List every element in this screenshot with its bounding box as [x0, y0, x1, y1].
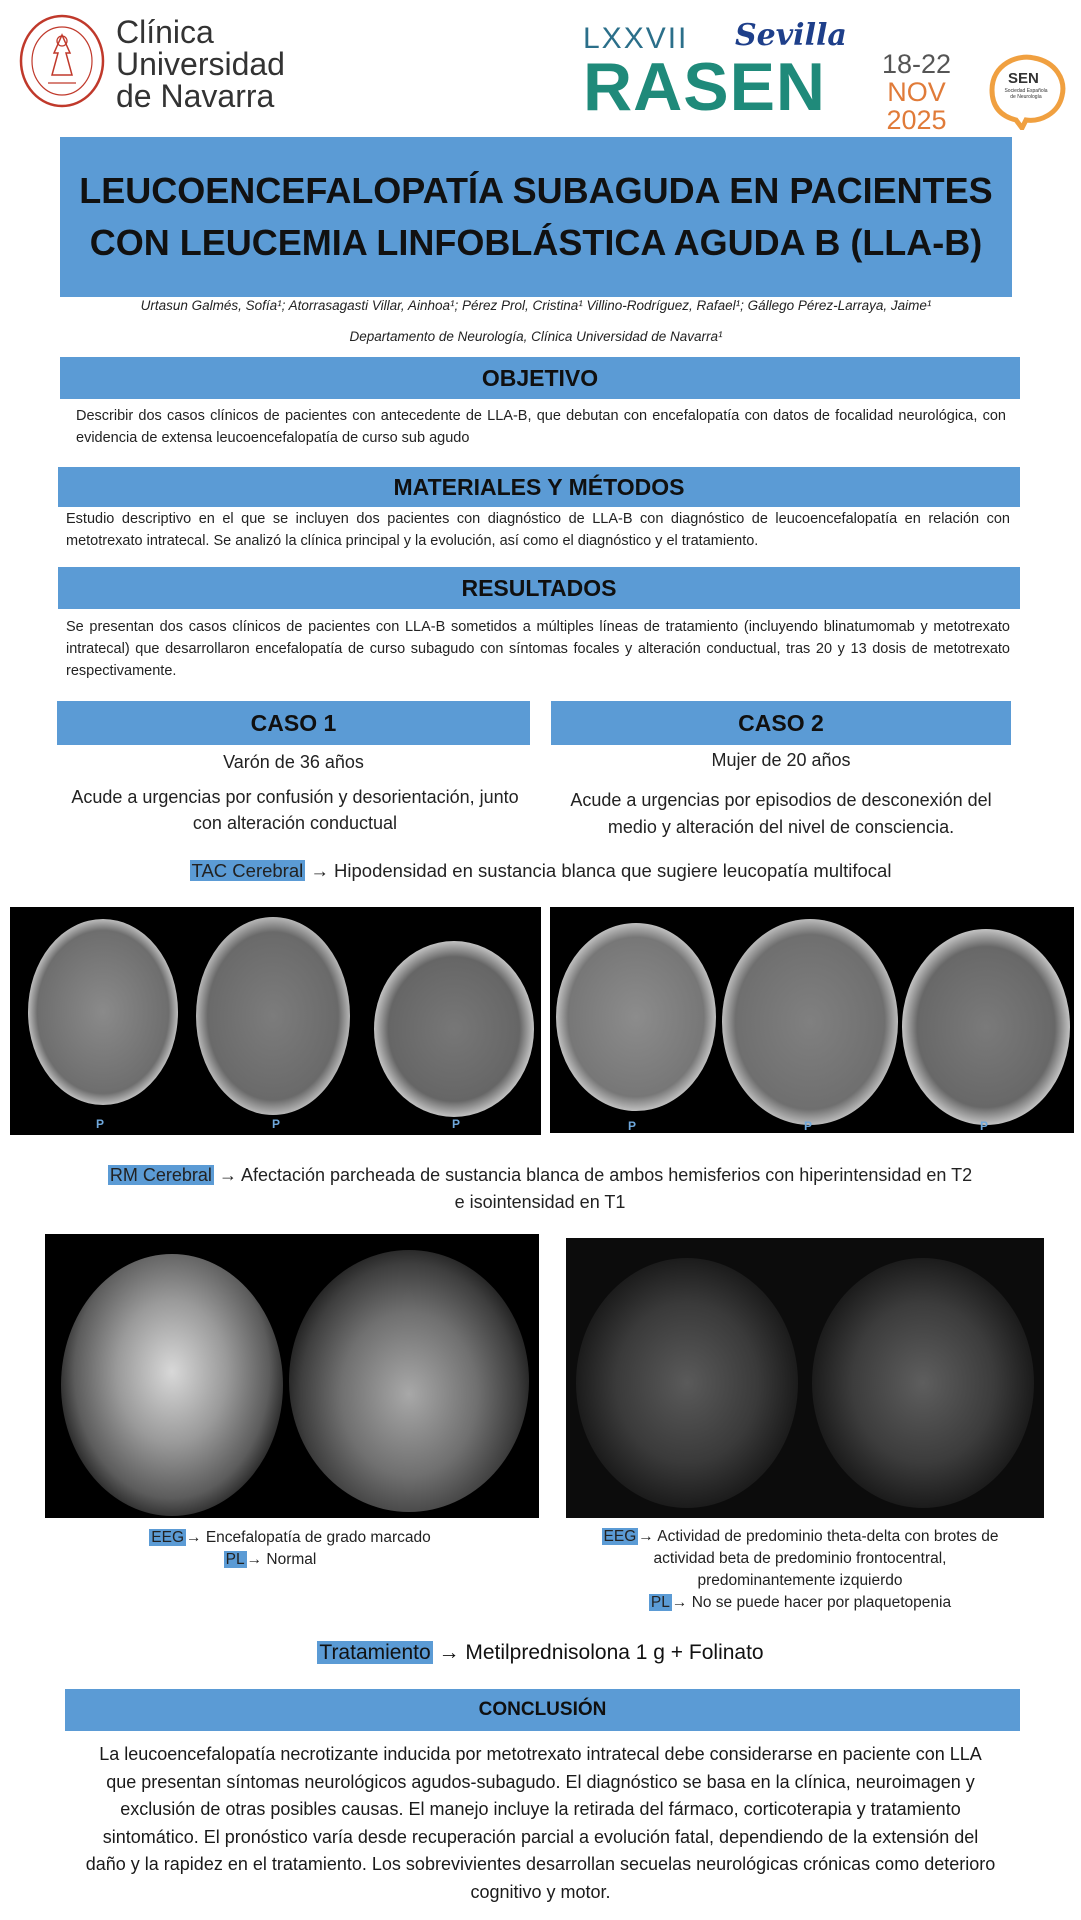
arrow-icon: → [186, 1529, 202, 1546]
arrow-icon: → [638, 1528, 654, 1545]
conclusion-line: que presentan síntomas neurológicos agudos-subagudo. El diagnóstico se basa en la clínica, neuroimagen y [106, 1771, 975, 1792]
scan-marker: P [272, 1117, 281, 1131]
tac-finding [0, 860, 1081, 882]
caso1-patient: Varón de 36 años [223, 752, 364, 772]
congress-dates [882, 50, 951, 134]
eeg-row [550, 1526, 1050, 1548]
ct-slice [722, 919, 898, 1125]
title-line: LEUCOENCEFALOPATÍA SUBAGUDA EN PACIENTES [79, 170, 993, 211]
title-line: CON LEUCEMIA LINFOBLÁSTICA AGUDA B (LLA-B) [89, 222, 983, 263]
conclusion-line: cognitivo y motor. [470, 1881, 611, 1902]
scan-marker: P [980, 1119, 989, 1133]
arrow-icon: → [310, 860, 329, 881]
scan-marker: P [96, 1117, 105, 1131]
mri-slice [61, 1254, 283, 1516]
institution-name [116, 16, 285, 112]
tac-label: TAC Cerebral [191, 860, 304, 881]
caso2-presentation: Acude a urgencias por episodios de desconexión del medio y alteración del nivel de consciencia. [570, 790, 992, 837]
caso2-heading: CASO 2 [551, 701, 1011, 745]
mri-case1 [45, 1234, 539, 1518]
mri-slice [812, 1258, 1034, 1508]
pl-label: PL [650, 1594, 670, 1611]
dates-range: 18-22 [882, 49, 952, 79]
congress-city: Sevilla [735, 18, 847, 53]
rm-line: e isointensidad en T1 [454, 1192, 626, 1212]
ct-slice [196, 917, 350, 1115]
pl-text: No se puede hacer por plaquetopenia [691, 1594, 952, 1611]
metodos-text: Estudio descriptivo en el que se incluyen dos pacientes con diagnóstico de LLA-B con diagnóstico de leucoencefalopatía en relación con metotrexato intratecal. Se analizó la clínica principal y la evolución, así como el diagnóstico y el tratamiento. [66, 511, 1010, 549]
mri-slice [576, 1258, 798, 1508]
arrow-icon: → [246, 1551, 263, 1568]
scan-marker: P [804, 1119, 813, 1133]
pl-text: Normal [266, 1551, 317, 1568]
dates-year: 2025 [886, 105, 947, 135]
sen-fullname: Sociedad Española de Neurología [1004, 88, 1048, 100]
arrow-icon: → [438, 1641, 460, 1664]
eeg-label: EEG [151, 1529, 184, 1546]
eeg-text: Encefalopatía de grado marcado [205, 1529, 431, 1546]
eeg-text-line: actividad beta de predominio frontocentral, [653, 1550, 947, 1567]
pl-label: PL [225, 1551, 245, 1568]
rm-line [40, 1162, 1040, 1189]
tratamiento-text: Metilprednisolona 1 g + Folinato [465, 1641, 764, 1664]
objetivo-heading: OBJETIVO [60, 357, 1020, 399]
congress-name: RASEN [583, 49, 827, 125]
caso1-heading: CASO 1 [57, 701, 530, 745]
conclusion-line: sintomático. El pronóstico varía desde recuperación parcial a evolución fatal, dependiendo de la extensión del [102, 1826, 979, 1847]
ct-slice [902, 929, 1070, 1125]
pl-row [0, 1549, 540, 1571]
scan-marker: P [628, 1119, 637, 1133]
ct-slice [28, 919, 178, 1105]
ct-scan-case2 [550, 907, 1074, 1133]
rm-text: Afectación parcheada de sustancia blanca de ambos hemisferios con hiperintensidad en T2 [240, 1165, 973, 1185]
mri-case2 [566, 1238, 1044, 1518]
dates-month: NOV [887, 77, 946, 107]
rm-finding [40, 1162, 1040, 1216]
poster-title [60, 137, 1012, 297]
eeg-text: Actividad de predominio theta-delta con brotes de [657, 1528, 999, 1545]
eeg-row [40, 1527, 540, 1549]
sen-logo [982, 50, 1070, 130]
caso2-findings [550, 1526, 1050, 1614]
ct-scan-case1 [10, 907, 541, 1135]
department: Departamento de Neurología, Clínica Universidad de Navarra¹ [349, 329, 723, 344]
ct-slice [556, 923, 716, 1111]
institution-line: de Navarra [116, 78, 275, 114]
institution-line: Universidad [116, 46, 285, 82]
resultados-text: Se presentan dos casos clínicos de pacientes con LLA-B sometidos a múltiples líneas de tratamiento (incluyendo blinatumomab y metotrexato intratecal) que desarrollaron encefalopatía de curso subagudo con síntomas focales y alteración conductual, tras 20 y 13 dosis de metotrexato respectivamente. [66, 619, 1010, 679]
eeg-text-line: predominantemente izquierdo [697, 1572, 903, 1589]
objetivo-text: Describir dos casos clínicos de pacientes con antecedente de LLA-B, que debutan con encefalopatía con datos de focalidad neurológica, con evidencia de extensa leucoencefalopatía de curso sub agudo [76, 408, 1006, 446]
conclusion-heading: CONCLUSIÓN [65, 1689, 1020, 1731]
ct-slice [374, 941, 534, 1117]
arrow-icon: → [218, 1165, 237, 1185]
conclusion-line: daño y la rapidez en el tratamiento. Los sobrevivientes desarrollan secuelas neurológicas crónicas como deterioro [85, 1854, 996, 1874]
resultados-heading: RESULTADOS [58, 567, 1020, 609]
metodos-heading: MATERIALES Y MÉTODOS [58, 467, 1020, 507]
caso1-findings [40, 1527, 540, 1571]
authors: Urtasun Galmés, Sofía¹; Atorrasagasti Villar, Ainhoa¹; Pérez Prol, Cristina¹ Villino-Rodríguez, Rafael¹; Gállego Pérez-Larraya, Jaime¹ [140, 298, 932, 313]
institution-line: Clínica [116, 14, 214, 50]
tratamiento-label: Tratamiento [319, 1641, 431, 1664]
scan-marker: P [452, 1117, 461, 1131]
tac-text: Hipodensidad en sustancia blanca que sugiere leucopatía multifocal [334, 860, 892, 881]
caso1-presentation: Acude a urgencias por confusión y desorientación, junto con alteración conductual [71, 787, 519, 833]
conclusion-line: La leucoencefalopatía necrotizante inducida por metotrexato intratecal debe considerarse en paciente con LLA [99, 1744, 982, 1764]
conclusion-line: exclusión de otras posibles causas. El manejo incluye la retirada del fármaco, corticoterapia y tratamiento [120, 1799, 961, 1819]
sen-abbr: SEN [1008, 70, 1039, 87]
congress-roman: LXXVII [583, 22, 689, 55]
mri-slice [289, 1250, 529, 1512]
rm-label: RM Cerebral [109, 1165, 212, 1185]
arrow-icon: → [671, 1594, 688, 1611]
university-seal [18, 13, 106, 109]
caso2-patient: Mujer de 20 años [711, 750, 851, 770]
pl-row [550, 1592, 1050, 1614]
conclusion-text [20, 1741, 1061, 1906]
congress-logo [583, 18, 883, 130]
eeg-label: EEG [603, 1528, 637, 1545]
tratamiento [0, 1641, 1081, 1665]
